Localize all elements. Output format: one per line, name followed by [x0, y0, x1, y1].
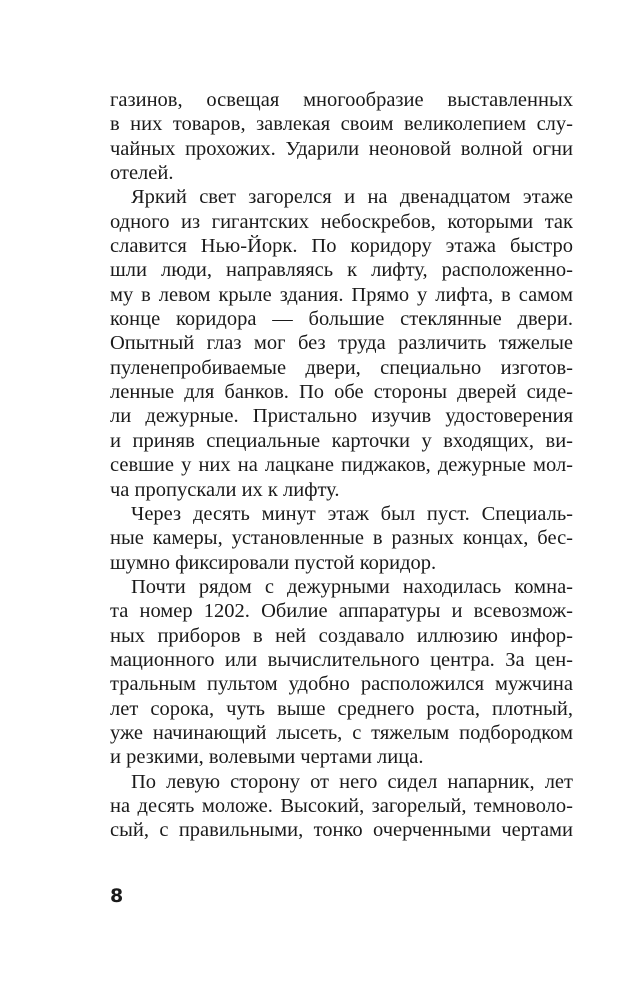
text-line: и резкими, волевыми чертами лица.	[110, 746, 424, 769]
paragraph-first-line: Через десять минут этаж был пуст. Специаль-	[131, 502, 573, 525]
text-line: отелей.	[110, 162, 174, 185]
paragraph-first-line: Почти рядом с дежурными находилась комна-	[131, 575, 573, 598]
text-line: ные камеры, установленные в разных концах, бес-	[110, 527, 573, 550]
text-line: сый, с правильными, тонко очерченными чертами	[110, 819, 573, 842]
text-line: севшие у них на лацкане пиджаков, дежурные мол-	[110, 454, 573, 477]
text-line: та номер 1202. Обилие аппаратуры и всевозмож-	[110, 600, 573, 623]
text-line: пуленепробиваемые двери, специально изготов-	[110, 356, 573, 379]
text-line: мационного или вычислительного центра. За цен-	[110, 648, 573, 671]
text-line: и приняв специальные карточки у входящих, ви-	[110, 429, 573, 452]
paragraph-first-line: Яркий свет загорелся и на двенадцатом этаже	[131, 186, 573, 209]
text-line: чайных прохожих. Ударили неоновой волной огни	[110, 137, 573, 160]
text-line: тральным пультом удобно расположился мужчина	[110, 673, 573, 696]
text-line: ленные для банков. По обе стороны дверей сиде-	[110, 381, 573, 404]
text-line: лет сорока, чуть выше среднего роста, плотный,	[110, 697, 573, 720]
text-line: в них товаров, завлекая своим великолепием слу-	[110, 113, 573, 136]
text-line: ных приборов в ней создавало иллюзию инфор-	[110, 624, 573, 647]
text-line: ли дежурные. Пристально изучив удостоверения	[110, 405, 573, 428]
text-line: му в левом крыле здания. Прямо у лифта, в самом	[110, 283, 573, 306]
text-line: шумно фиксировали пустой коридор.	[110, 551, 437, 574]
text-line: славится Нью-Йорк. По коридору этажа быстро	[110, 235, 573, 258]
body-text	[110, 88, 573, 843]
text-line: Опытный глаз мог без труда различить тяжелые	[110, 332, 573, 355]
paragraph-first-line: По левую сторону от него сидел напарник, лет	[131, 770, 573, 793]
text-line: шли люди, направляясь к лифту, расположенно-	[110, 259, 573, 282]
page-number: 8	[110, 885, 124, 907]
text-line: конце коридора — большие стеклянные двери.	[110, 308, 573, 331]
text-line: газинов, освещая многообразие выставленных	[110, 89, 573, 111]
text-line: на десять моложе. Высокий, загорелый, темноволо-	[110, 794, 573, 817]
text-line: ча пропускали их к лифту.	[110, 478, 340, 501]
text-line: одного из гигантских небоскребов, которыми так	[110, 210, 573, 233]
text-line: уже начинающий лысеть, с тяжелым подбородком	[110, 721, 573, 744]
